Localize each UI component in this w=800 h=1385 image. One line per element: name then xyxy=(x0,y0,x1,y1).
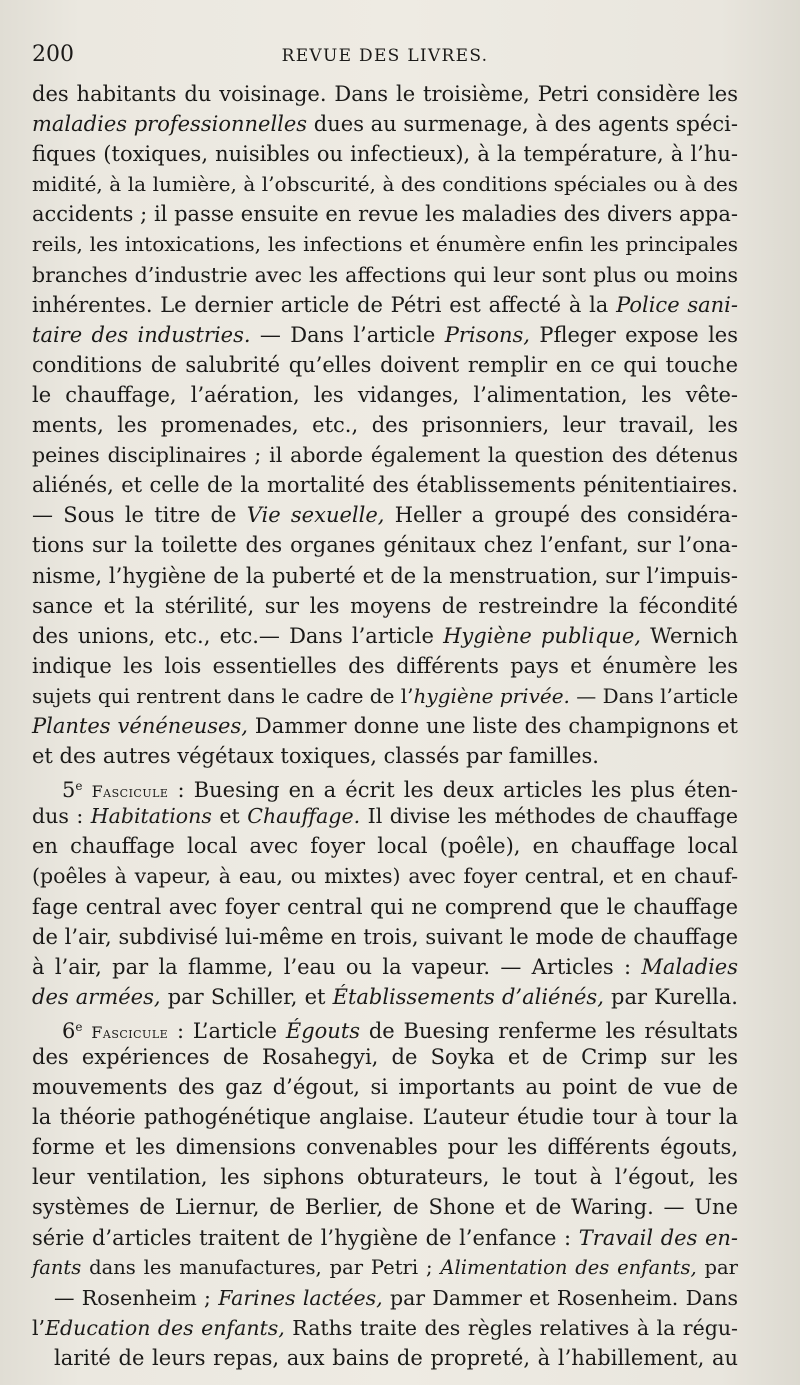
text-segment: larité de leurs repas, aux bains de propreté, à l’habillement, au xyxy=(54,1345,738,1370)
text-line xyxy=(32,831,738,861)
page-number: 200 xyxy=(32,42,74,67)
italic-term: Education des enfants, xyxy=(45,1315,285,1340)
text-line xyxy=(32,1162,738,1192)
text-line xyxy=(32,260,738,290)
text-segment: : Buesing en a écrit les deux articles les plus éten- xyxy=(168,778,738,803)
text-segment: dans les manufactures, par Petri ; xyxy=(81,1255,441,1279)
text-segment: Raths traite des règles relatives à la régu- xyxy=(284,1315,738,1340)
text-segment: Il divise les méthodes de chauffage xyxy=(360,804,738,829)
text-segment: — Dans l’article xyxy=(250,322,445,347)
text-segment: conditions de salubrité qu’elles doivent remplir en ce qui touche xyxy=(32,352,738,377)
text-line xyxy=(32,139,738,169)
text-segment: et des autres végétaux toxiques, classés par familles. xyxy=(32,744,599,769)
text-segment: e xyxy=(75,779,83,794)
text-segment: accidents ; il passe ensuite en revue les maladies des divers appa- xyxy=(32,202,738,227)
text-line xyxy=(32,1223,738,1253)
text-line xyxy=(32,982,738,1012)
text-line xyxy=(32,1132,738,1162)
text-line xyxy=(32,681,738,711)
italic-term: Égouts xyxy=(285,1018,361,1043)
text-line xyxy=(32,380,738,410)
text-segment: dues au surmenage, à des agents spéci- xyxy=(307,112,738,137)
italic-term: Prisons, xyxy=(444,322,530,347)
text-segment: série d’articles traitent de l’hygiène de l’enfance : xyxy=(32,1225,579,1250)
text-line xyxy=(32,530,738,560)
text-line xyxy=(54,1343,738,1373)
text-segment xyxy=(82,1019,91,1043)
text-segment: e xyxy=(75,1019,83,1034)
text-line xyxy=(32,801,738,831)
text-segment: des expériences de Rosahegyi, de Soyka et de Crimp sur les xyxy=(32,1045,738,1069)
text-line xyxy=(32,169,738,199)
text-line xyxy=(32,410,738,440)
text-segment: la théorie pathogénétique anglaise. L’auteur étudie tour à tour la xyxy=(32,1105,738,1130)
italic-term: Maladies xyxy=(641,954,738,979)
text-line xyxy=(32,1253,738,1283)
text-segment: Wernich xyxy=(640,623,738,648)
text-segment: 5 xyxy=(62,778,76,803)
text-segment: sance et la stérilité, sur les moyens de restreindre la fécondité xyxy=(32,593,738,618)
italic-term: Habitations xyxy=(90,804,212,829)
page-header xyxy=(32,42,738,72)
text-line xyxy=(32,861,738,891)
text-segment: Pfleger expose les xyxy=(529,322,739,347)
text-segment: des habitants du voisinage. Dans le troisième, Petri considère les xyxy=(32,82,738,106)
text-segment: de Buesing renferme les résultats xyxy=(360,1018,738,1043)
text-segment: par xyxy=(696,1255,738,1279)
text-segment: à l’air, par la flamme, l’eau ou la vapeur. — Articles : xyxy=(32,954,642,979)
text-segment: peines disciplinaires ; il aborde également la question des détenus xyxy=(32,443,738,468)
text-line xyxy=(32,651,738,681)
italic-term: Plantes vénéneuses, xyxy=(32,713,248,738)
text-line xyxy=(32,229,738,259)
text-segment: fiques (toxiques, nuisibles ou infectieux), à la température, à l’hu- xyxy=(32,142,738,167)
italic-term: taire des industries. xyxy=(32,322,251,347)
text-line xyxy=(32,1072,738,1102)
text-segment: nisme, l’hygiène de la puberté et de la menstruation, sur l’impuis- xyxy=(32,563,738,588)
text-segment: fage central avec foyer central qui ne comprend que le chauffage xyxy=(32,894,738,919)
italic-term: Police sani- xyxy=(616,292,738,317)
text-segment: aliénés, et celle de la mortalité des établissements pénitentiaires. xyxy=(32,473,738,498)
text-segment: en chauffage local avec foyer local (poêle), en chauffage local xyxy=(32,834,738,859)
text-segment xyxy=(82,778,91,802)
text-segment: forme et les dimensions convenables pour les différents égouts, xyxy=(32,1135,738,1160)
text-segment: reils, les intoxications, les infections et énumère enfin les principales xyxy=(32,232,738,257)
text-line xyxy=(32,922,738,952)
fascicle-5-heading-line xyxy=(32,771,738,801)
text-segment: systèmes de Liernur, de Berlier, de Shone et de Waring. — Une xyxy=(32,1195,738,1220)
text-line xyxy=(32,500,738,530)
text-line xyxy=(32,79,738,109)
text-line xyxy=(32,1192,738,1222)
text-segment: par Schiller, et xyxy=(160,984,333,1009)
italic-term: Hygiène publique, xyxy=(443,623,641,648)
text-segment: (poêles à vapeur, à eau, ou mixtes) avec foyer central, et en chauf- xyxy=(32,864,738,889)
text-segment: par Kurella. xyxy=(603,984,738,1009)
text-line xyxy=(32,621,738,651)
text-segment: — Sous le titre de xyxy=(32,503,247,528)
text-segment: mouvements des gaz d’égout, si importants au point de vue de xyxy=(32,1075,738,1100)
italic-term: Établissements d’aliénés, xyxy=(332,984,604,1009)
text-segment: de l’air, subdivisé lui-même en trois, suivant le mode de chauffage xyxy=(32,924,738,949)
text-line xyxy=(32,440,738,470)
text-line xyxy=(32,470,738,500)
italic-term: des armées, xyxy=(32,984,161,1009)
text-segment: Dammer donne une liste des champignons et xyxy=(247,713,738,738)
text-segment: Heller a groupé des considéra- xyxy=(384,503,738,528)
text-segment: branches d’industrie avec les affections qui leur sont plus ou moins xyxy=(32,262,738,287)
text-line xyxy=(32,741,738,771)
text-segment: — Rosenheim ; xyxy=(54,1285,219,1310)
italic-term: maladies professionnelles xyxy=(32,112,308,137)
fascicle-6-heading-line xyxy=(32,1012,738,1042)
italic-term: Chauffage. xyxy=(247,804,361,829)
italic-term: Vie sexuelle, xyxy=(246,503,385,528)
text-line xyxy=(32,350,738,380)
text-line xyxy=(54,1283,738,1313)
text-line xyxy=(32,320,738,350)
body-text xyxy=(32,79,738,1373)
text-segment: tions sur la toilette des organes génitaux chez l’enfant, sur l’ona- xyxy=(32,533,738,558)
text-segment: ments, les promenades, etc., des prisonniers, leur travail, les xyxy=(32,413,738,438)
text-segment: midité, à la lumière, à l’obscurité, à des conditions spéciales ou à des xyxy=(32,172,738,197)
running-title: REVUE DES LIVRES. xyxy=(281,46,489,66)
text-line xyxy=(32,199,738,229)
text-segment: le chauffage, l’aération, les vidanges, l’alimentation, les vête- xyxy=(32,382,738,407)
text-segment: leur ventilation, les siphons obturateurs, le tout à l’égout, les xyxy=(32,1165,738,1190)
fascicle-label: Fascicule xyxy=(91,782,169,802)
text-line xyxy=(32,952,738,982)
text-line xyxy=(32,109,738,139)
text-line xyxy=(32,561,738,591)
text-segment: — Dans l’article xyxy=(569,683,739,708)
text-line xyxy=(32,290,738,320)
fascicle-label: Fascicule xyxy=(91,1022,169,1042)
text-line xyxy=(32,892,738,922)
text-segment: indique les lois essentielles des différents pays et énumère les xyxy=(32,653,738,678)
italic-term: Travail des en- xyxy=(578,1225,738,1250)
text-segment: l’ xyxy=(32,1315,46,1340)
text-segment: par Dammer et Rosenheim. Dans xyxy=(382,1285,738,1310)
text-line xyxy=(32,591,738,621)
text-segment: dus : xyxy=(32,804,91,829)
text-line xyxy=(32,1102,738,1132)
text-segment: des unions, etc., etc.— Dans l’article xyxy=(32,623,444,648)
text-line xyxy=(32,1042,738,1072)
text-segment: 6 xyxy=(62,1018,76,1043)
text-segment: sujets qui rentrent dans le cadre de l’ xyxy=(32,683,414,708)
text-segment: inhérentes. Le dernier article de Pétri est affecté à la xyxy=(32,292,617,317)
italic-term: Farines lactées, xyxy=(218,1285,383,1310)
italic-term: fants xyxy=(32,1255,82,1279)
text-line xyxy=(32,711,738,741)
text-segment: et xyxy=(211,804,248,829)
text-segment: : L’article xyxy=(168,1018,286,1043)
text-line xyxy=(32,1313,738,1343)
italic-term: Alimentation des enfants, xyxy=(440,1255,697,1279)
italic-term: hygiène privée. xyxy=(413,683,570,708)
